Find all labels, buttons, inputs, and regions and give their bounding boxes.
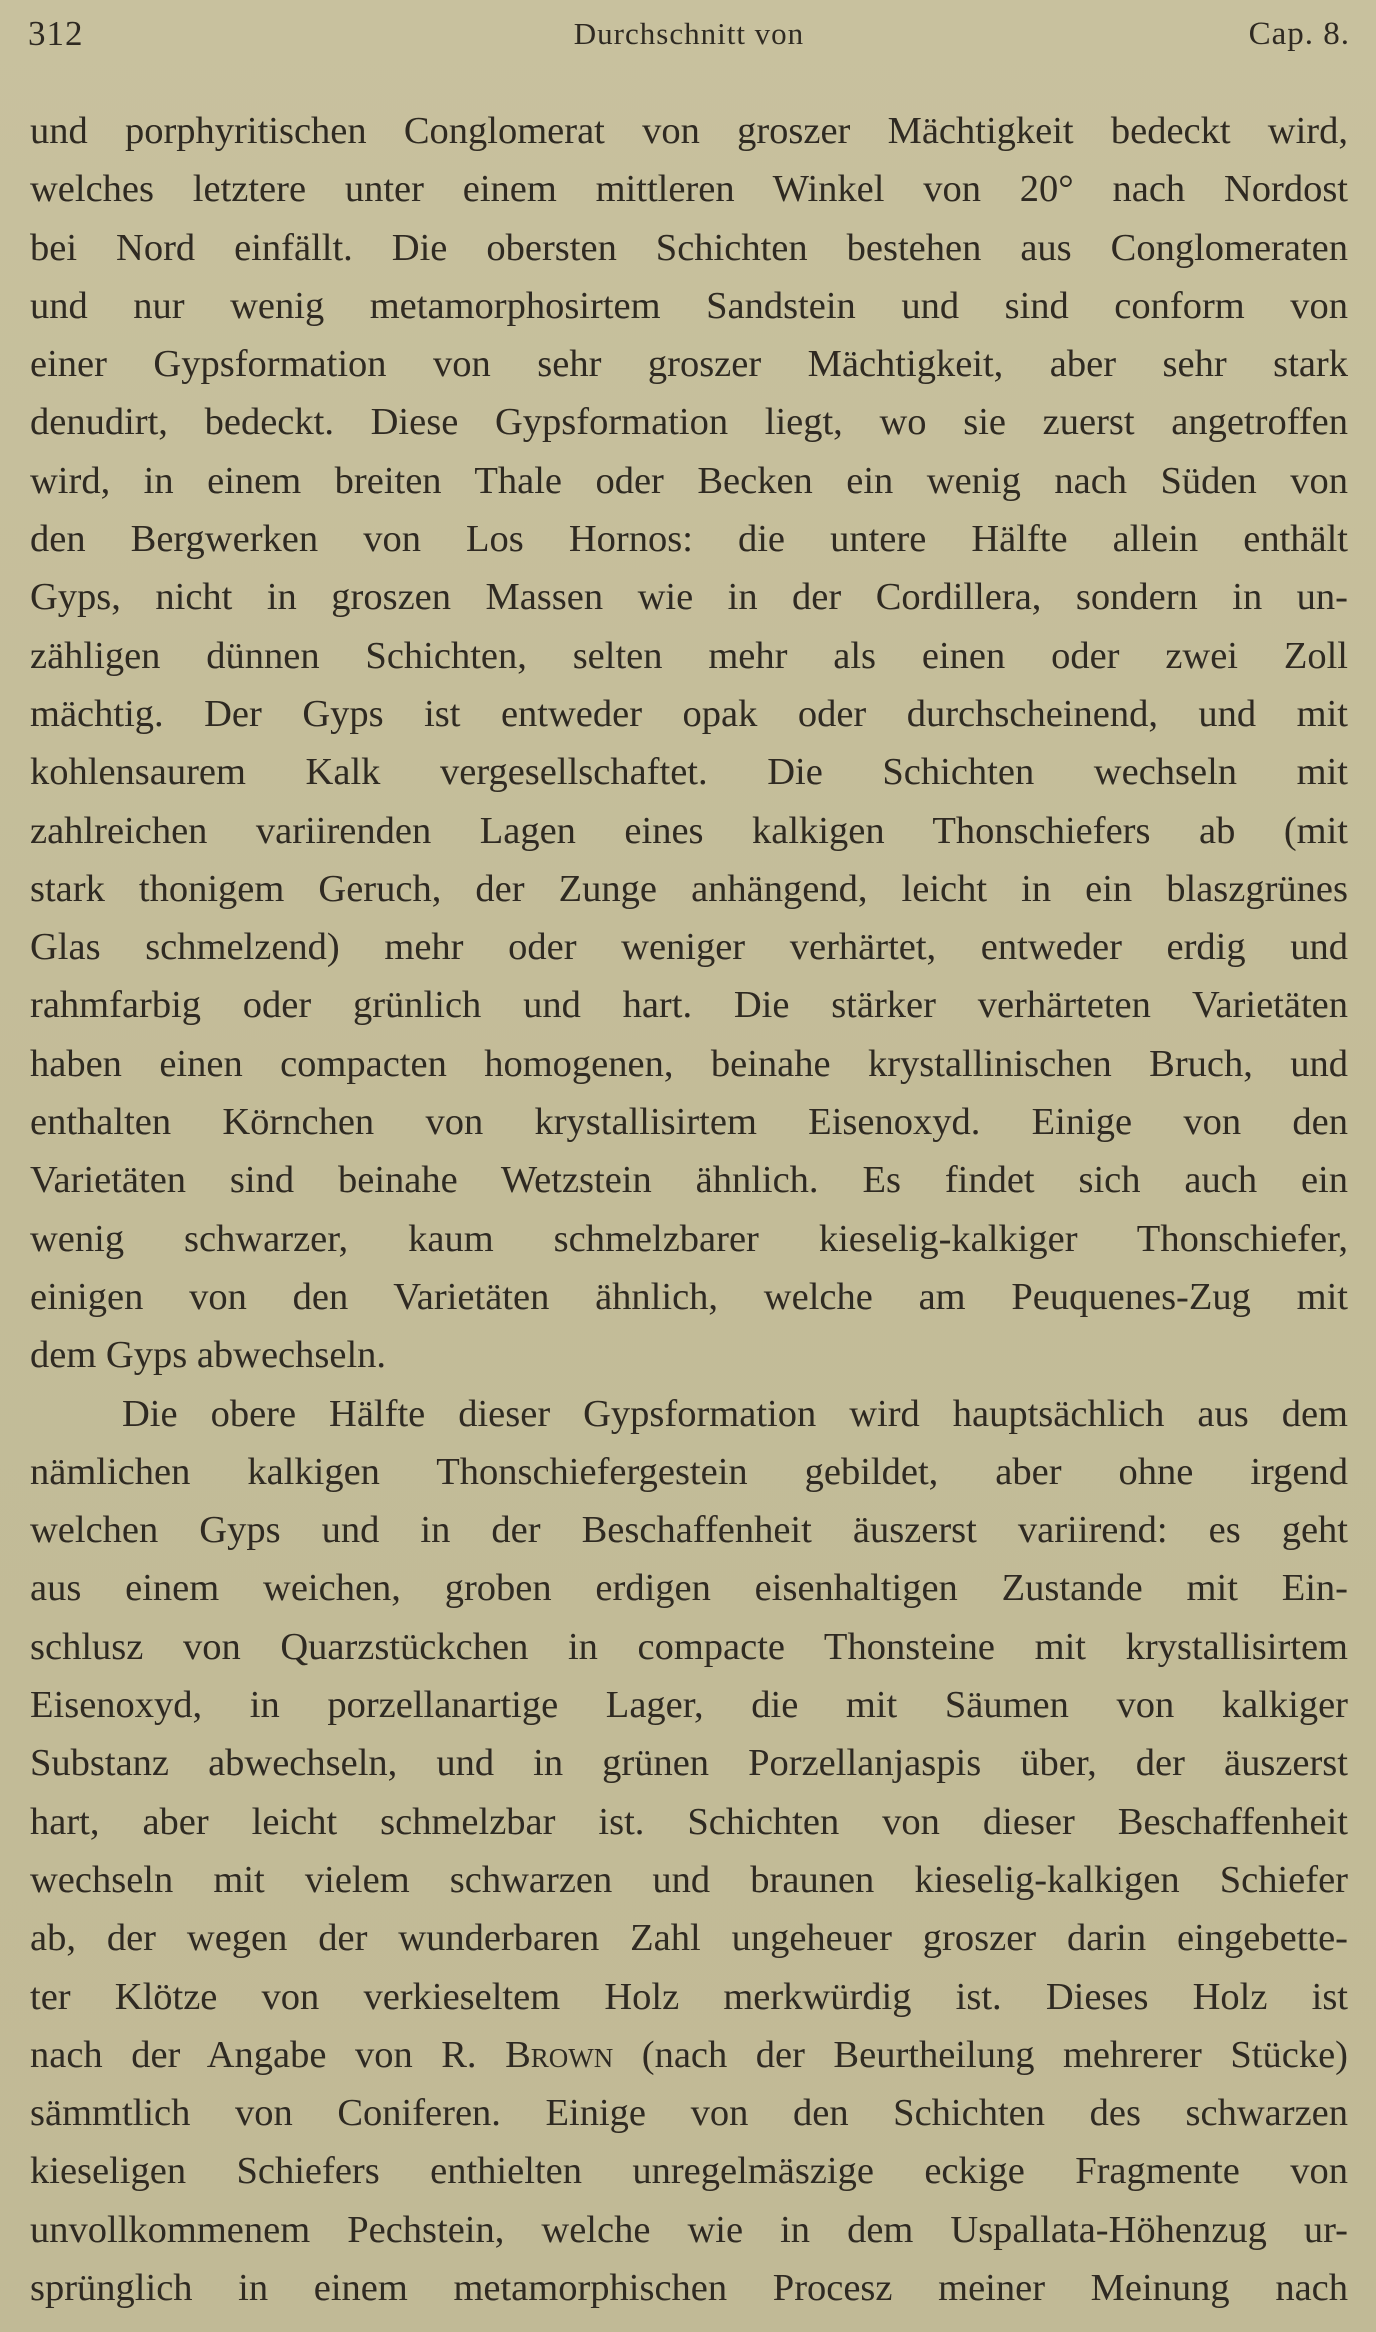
text-line: stark thonigem Geruch, der Zunge anhängend, leicht in ein blaszgrünes	[30, 867, 1348, 910]
text-line: welchen Gyps und in der Beschaffenheit äuszerst variirend: es geht	[30, 1509, 1348, 1552]
text-line: zahlreichen variirenden Lagen eines kalkigen Thonschiefers ab (mit	[30, 809, 1348, 852]
text-line-with-author	[30, 2026, 1348, 2084]
paragraph-1	[30, 102, 1348, 1385]
text-line: und porphyritischen Conglomerat von groszer Mächtigkeit bedeckt wird,	[30, 110, 1348, 152]
text-line: mächtig. Der Gyps ist entweder opak oder durchscheinend, und mit	[30, 692, 1348, 735]
page-header	[28, 10, 1350, 58]
text-line: rahmfarbig oder grünlich und hart. Die stärker verhärteten Varietäten	[30, 984, 1348, 1027]
chapter-label: Cap. 8.	[1248, 16, 1350, 52]
text-line: ab, der wegen der wunderbaren Zahl ungeheuer groszer darin eingebette-	[30, 1917, 1348, 1960]
text-line: und nur wenig metamorphosirtem Sandstein und sind conform von	[30, 284, 1348, 327]
text-line: Die obere Hälfte dieser Gypsformation wird hauptsächlich aus dem	[122, 1392, 1348, 1435]
text-line: Eisenoxyd, in porzellanartige Lager, die mit Säumen von kalkiger	[30, 1684, 1348, 1727]
running-title: Durchschnitt von	[573, 16, 805, 51]
body-text	[30, 102, 1348, 2317]
text-line: Varietäten sind beinahe Wetzstein ähnlich. Es findet sich auch ein	[30, 1159, 1348, 1202]
text-line: nämlichen kalkigen Thonschiefergestein gebildet, aber ohne irgend	[30, 1450, 1348, 1493]
text-fragment: (nach der Beurtheilung mehrerer Stücke)	[613, 2033, 1348, 2076]
text-line: einigen von den Varietäten ähnlich, welche am Peuquenes-Zug mit	[30, 1275, 1348, 1318]
text-line: zähligen dünnen Schichten, selten mehr als einen oder zwei Zoll	[30, 634, 1348, 677]
text-line: ter Klötze von verkieseltem Holz merkwürdig ist. Dieses Holz ist	[30, 1975, 1348, 2018]
text-line: schlusz von Quarzstückchen in compacte Thonsteine mit krystallisirtem	[30, 1625, 1348, 1668]
text-line: den Bergwerken von Los Hornos: die untere Hälfte allein enthält	[30, 518, 1348, 561]
text-line: denudirt, bedeckt. Diese Gypsformation liegt, wo sie zuerst angetroffen	[30, 401, 1348, 444]
text-line: sprünglich in einem metamorphischen Procesz meiner Meinung nach	[30, 2266, 1348, 2309]
page-number: 312	[28, 14, 84, 53]
text-line: wechseln mit vielem schwarzen und braunen kieselig-kalkigen Schiefer	[30, 1858, 1348, 1901]
text-line: Substanz abwechseln, und in grünen Porzellanjaspis über, der äuszerst	[30, 1742, 1348, 1785]
text-line: hart, aber leicht schmelzbar ist. Schichten von dieser Beschaffenheit	[30, 1800, 1348, 1843]
text-line: dem Gyps abwechseln.	[30, 1334, 387, 1377]
text-line: kohlensaurem Kalk vergesellschaftet. Die Schichten wechseln mit	[30, 751, 1348, 794]
author-name: Brown	[505, 2033, 614, 2076]
text-line: einer Gypsformation von sehr groszer Mächtigkeit, aber sehr stark	[30, 343, 1348, 386]
text-line: haben einen compacten homogenen, beinahe krystallinischen Bruch, und	[30, 1042, 1348, 1085]
text-line: sämmtlich von Coniferen. Einige von den Schichten des schwarzen	[30, 2092, 1348, 2135]
text-fragment: nach der Angabe von R.	[30, 2033, 506, 2076]
text-line: enthalten Körnchen von krystallisirtem Eisenoxyd. Einige von den	[30, 1101, 1348, 1144]
text-line: Gyps, nicht in groszen Massen wie in der Cordillera, sondern in un-	[30, 576, 1348, 619]
text-line: welches letztere unter einem mittleren Winkel von 20° nach Nordost	[30, 168, 1348, 211]
text-line: Glas schmelzend) mehr oder weniger verhärtet, entweder erdig und	[30, 926, 1348, 969]
text-line: unvollkommenem Pechstein, welche wie in dem Uspallata-Höhenzug ur-	[30, 2208, 1348, 2251]
text-line: kieseligen Schiefers enthielten unregelmäszige eckige Fragmente von	[30, 2150, 1348, 2193]
text-line: wenig schwarzer, kaum schmelzbarer kieselig-kalkiger Thonschiefer,	[30, 1217, 1348, 1260]
text-line: wird, in einem breiten Thale oder Becken ein wenig nach Süden von	[30, 459, 1348, 502]
text-line: bei Nord einfällt. Die obersten Schichten bestehen aus Conglomeraten	[30, 226, 1348, 269]
paragraph-2	[30, 1385, 1348, 2318]
text-line: aus einem weichen, groben erdigen eisenhaltigen Zustande mit Ein-	[30, 1567, 1348, 1610]
